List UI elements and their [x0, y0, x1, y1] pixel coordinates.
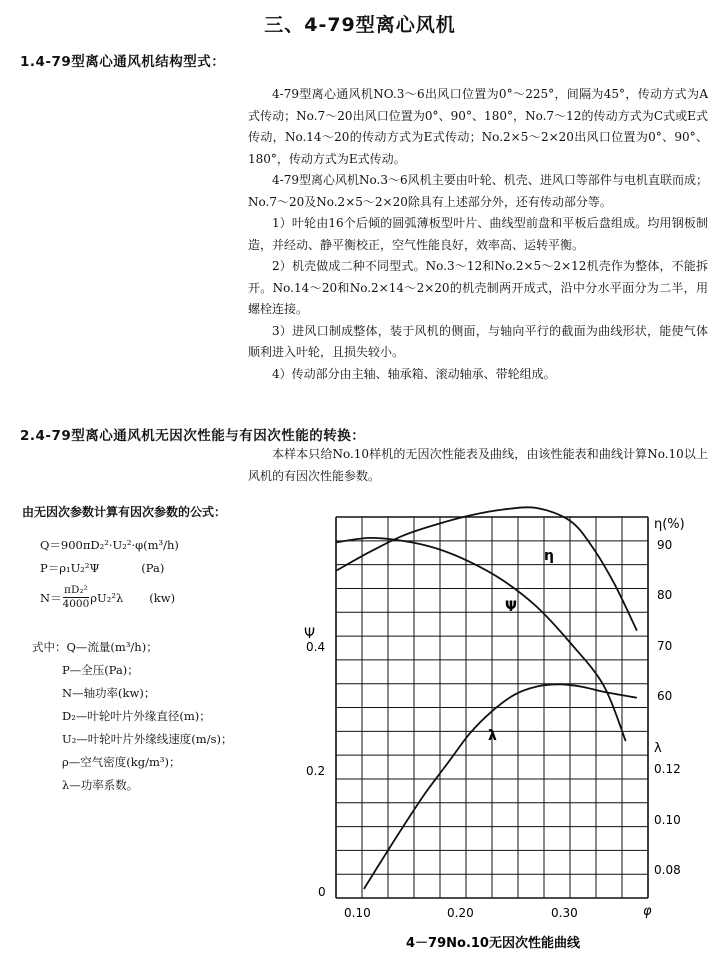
x-tick-label: 0.30: [551, 906, 578, 920]
right-axis-eta-label: η(%): [654, 517, 685, 532]
formula-n-unit: (kw): [149, 590, 176, 605]
legend-item: ρ—空气密度(kg/m³)；: [62, 755, 181, 769]
eta-tick-label: 90: [657, 538, 673, 552]
paragraph: 4-79型离心通风机NO.3～6出风口位置为0°～225°，间隔为45°，传动方式为A式传动；No.7～20出风口位置为0°、90°、180°，No.7～12的传动方式为C式或E式传动，No.14～20的传动方式为E式传动；No.2×5～2×20出风口位置为0°、90°、180°，传动方式为E式传动。: [248, 87, 708, 166]
section1-heading: 1.4-79型离心通风机结构型式：: [20, 54, 226, 70]
formula-q: Q＝900πD₂²·U₂²·φ(m³/h): [40, 538, 179, 552]
legend-item: D₂—叶轮叶片外缘直径(m)；: [62, 709, 211, 723]
formula-p-unit: (Pa): [141, 561, 165, 575]
legend-item: U₂—叶轮叶片外缘线速度(m/s)；: [62, 732, 233, 746]
legend-item: N—轴功率(kw)；: [62, 686, 156, 700]
formula-title: 由无因次参数计算有因次参数的公式：: [22, 505, 227, 519]
formula-n-rest: ρU₂²λ: [90, 590, 124, 605]
section2-heading: 2.4-79型离心通风机无因次性能与有因次性能的转换：: [20, 428, 366, 444]
left-tick-label: 0.4: [306, 640, 326, 654]
x-tick-label: 0.20: [447, 906, 474, 920]
paragraph: 4）传动部分由主轴、轴承箱、滚动轴承、带轮组成。: [272, 366, 556, 381]
legend-intro: 式中：Q—流量(m³/h)；: [32, 640, 158, 654]
paragraph: 本样本只给No.10样机的无因次性能表及曲线，由该性能表和曲线计算No.10以上风机的有因次性能参数。: [248, 447, 708, 483]
lambda-tick-label: 0.10: [654, 813, 681, 827]
x-tick-label: 0.10: [344, 906, 371, 920]
curve-label-eta: η: [544, 548, 554, 564]
eta-tick-label: 80: [657, 588, 673, 602]
page-title: 三、4-79型离心风机: [264, 14, 456, 36]
paragraph: 4-79型离心风机No.3～6风机主要由叶轮、机壳、进风口等部件与电机直联而成；No.7～20及No.2×5～2×20除具有上述部分外，还有传动部分等。: [248, 173, 708, 209]
curve-label-psi: Ψ: [505, 599, 517, 615]
curve-label-lambda: λ: [488, 728, 497, 744]
legend-item: λ—功率系数。: [62, 778, 139, 792]
eta-tick-label: 70: [657, 639, 673, 653]
formula-n-denominator: 4000: [62, 598, 90, 610]
paragraph: 2）机壳做成二种不同型式。No.3～12和No.2×5～2×12机壳作为整体，不能拆开。No.14～20和No.2×14～2×20的机壳制两开成式，沿中分水平面分为二半，用螺栓连接。: [248, 259, 708, 316]
right-axis-lambda-label: λ: [654, 741, 662, 756]
paragraph: 1）叶轮由16个后倾的圆弧薄板型叶片、曲线型前盘和平板后盘组成。均用钢板制造，并经动、静平衡校正，空气性能良好，效率高、运转平衡。: [248, 216, 708, 252]
formula-n-numerator: πD₂²: [64, 584, 88, 596]
lambda-tick-label: 0.08: [654, 863, 681, 877]
left-tick-label: 0: [318, 885, 326, 899]
paragraph: 3）进风口制成整体，装于风机的侧面，与轴向平行的截面为曲线形状，能使气体顺利进入叶轮，且损失较小。: [248, 323, 708, 359]
eta-tick-label: 60: [657, 689, 673, 703]
x-axis-label: φ: [643, 904, 652, 919]
left-tick-label: 0.2: [306, 764, 326, 778]
formula-p-expr: P＝ρ₁U₂²Ψ: [40, 561, 100, 575]
psi-curve: [336, 538, 626, 741]
left-axis-label: Ψ: [304, 626, 316, 642]
formula-n-lhs: N＝: [40, 590, 62, 605]
legend-item: P—全压(Pa)；: [62, 663, 139, 677]
lambda-tick-label: 0.12: [654, 762, 681, 776]
chart-title: 4－79No.10无因次性能曲线: [406, 936, 580, 951]
